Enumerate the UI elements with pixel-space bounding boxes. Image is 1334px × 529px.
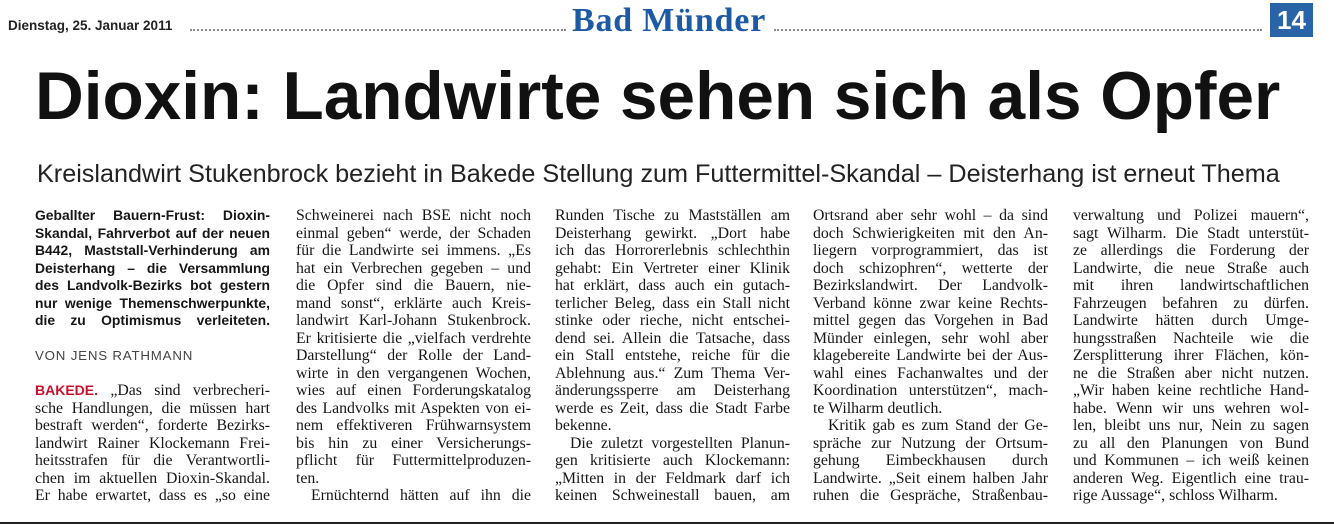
body-line: Deisterhang gewirkt. „Dort habe <box>555 224 790 242</box>
body-line: und Kommunen – ich weiß keinen <box>1073 452 1309 469</box>
body-line: ruhen die Gespräche, Straßenbau- <box>813 487 1048 504</box>
body-column-3 <box>555 207 790 505</box>
body-line-text: „Das sind verbrecheri- <box>110 382 271 399</box>
body-line: die Opfer sind die Bauern, nie- <box>296 277 531 294</box>
body-line: Er kritisierte die „vielfach verdrehte <box>296 329 531 347</box>
body-column-4 <box>813 207 1048 505</box>
body-line: landwirt Rainer Klockemann Frei- <box>35 434 270 452</box>
body-line: chen im aktuellen Dioxin-Skandal. <box>35 469 270 487</box>
body-line: bestraft werden“, forderte Bezirks- <box>35 417 270 434</box>
body-line: wahl eines Fachanwaltes und der <box>813 364 1048 382</box>
body-line: bekenne. <box>555 417 612 434</box>
body-line: Verband könne zwar keine Rechts- <box>813 294 1048 312</box>
body-column-1 <box>35 207 270 505</box>
body-line: Zersplitterung ihrer Flächen, kön- <box>1073 347 1309 364</box>
body-line: klagebereite Landwirte bei der Aus- <box>813 347 1048 364</box>
body-line: heitsstrafen für die Verantwortli- <box>35 452 270 469</box>
body-line: verwaltung und Polizei mauern“, <box>1073 207 1309 224</box>
body-line: gehabt: Ein Vertreter einer Klinik <box>555 259 790 277</box>
body-line: Koordination unterstützen“, mach- <box>813 382 1048 399</box>
body-line: Darstellung“ der Rolle der Land- <box>296 347 531 364</box>
body-line: ich das Horrorerlebnis schlechthin <box>555 242 790 259</box>
body-line: mittel gegen das Vorgehen in Bad <box>813 312 1048 329</box>
body-line: len, bleibt uns nur, Nein zu sagen <box>1073 417 1309 434</box>
body-line: Die zuletzt vorgestellten Planun- <box>570 434 790 452</box>
lead-line: des Landvolk-Bezirks bot gestern <box>35 277 270 293</box>
body-line: ten. <box>296 469 320 487</box>
body-line: wies auf einen Forderungskatalog <box>296 382 531 399</box>
body-line: bis hin zu einer Versicherungs- <box>296 434 531 452</box>
body-line: stinke oder rieche, nicht entschei- <box>555 312 790 329</box>
body-line: gehung Eimbeckhausen durch <box>813 452 1048 469</box>
body-line: Runden Tische zu Mastställen am <box>555 207 790 224</box>
body-line: spräche zur Nutzung der Ortsum- <box>813 434 1048 452</box>
dotted-leader <box>190 29 566 31</box>
body-line: Er habe erwartet, dass es „so eine <box>35 487 270 504</box>
lead-line: Geballter Bauern-Frust: Dioxin- <box>35 207 270 223</box>
body-line: Landwirte hätten durch Umge- <box>1073 312 1309 329</box>
body-line: sche Handlungen, die müssen hart <box>35 399 270 417</box>
body-line: dend sei. Allein die Tatsache, dass <box>555 329 790 347</box>
body-line: sagt Wilharm. Die Stadt unterstüt- <box>1073 224 1309 242</box>
body-line: ne die Straßen aber nicht nutzen. <box>1073 364 1309 382</box>
body-line: des Landvolks mit Aspekten von ei- <box>296 399 531 417</box>
body-line: Landwirte. „Seit einem halben Jahr <box>813 469 1048 487</box>
body-line: doch schizophren“, wetterte der <box>813 259 1048 277</box>
lead-line: Skandal, Fahrverbot auf der neuen <box>35 224 270 241</box>
body-line: „Mitten in der Feldmark darf ich <box>555 469 790 487</box>
body-line: Schweinerei nach BSE nicht noch <box>296 207 531 224</box>
body-line: habe. Wenn wir uns wehren wol- <box>1073 399 1309 417</box>
spacer <box>35 365 270 383</box>
body-line: wirte in den vergangenen Wochen, <box>296 364 531 382</box>
headline: Dioxin: Landwirte sehen sich als Opfer <box>35 59 1281 134</box>
section-title: Bad Münder <box>572 2 767 39</box>
body-line: anderen Weg. Eigentlich eine trau- <box>1073 469 1309 487</box>
body-line: doch Schwierigkeiten mit den An- <box>813 224 1048 242</box>
lead-line: B442, Maststall-Verhinderung am <box>35 242 270 258</box>
body-line: hungsstraßen Nachteile wie die <box>1073 329 1309 347</box>
dateline: BAKEDE. <box>35 382 99 398</box>
subheadline: Kreislandwirt Stukenbrock bezieht in Bakede Stellung zum Futtermittel-Skandal – Deisterhang ist erneut Thema <box>37 160 1280 188</box>
body-line: Ortsrand aber sehr wohl – da sind <box>813 207 1048 224</box>
body-line: te Wilharm deutlich. <box>813 399 943 417</box>
body-line: Landwirte, die neue Straße auch <box>1073 259 1309 277</box>
body-line: mand sonst“, erklärte auch Kreis- <box>296 294 531 312</box>
dotted-leader <box>774 29 1262 31</box>
lead-paragraph <box>35 207 270 330</box>
body-line: keinen Schweinestall bauen, am <box>555 487 790 504</box>
body-line: hat ein Verbrechen gegeben – und <box>296 259 531 277</box>
body-line: Ernüchternd hätten auf ihn die <box>311 487 531 504</box>
body-line: terlicher Beleg, dass ein Stall nicht <box>555 294 790 312</box>
body-column-2 <box>296 207 531 505</box>
body-line: Bezirkslandwirt. Der Landvolk- <box>813 277 1048 294</box>
body-line: landwirt Karl-Johann Stukenbrock. <box>296 312 531 329</box>
body-line: liegern vorprogrammiert, das ist <box>813 242 1048 259</box>
issue-date: Dienstag, 25. Januar 2011 <box>8 18 173 33</box>
body-line <box>35 382 270 400</box>
body-line: zu all den Planungen von Bund <box>1073 434 1309 452</box>
body-line: mit ihren landwirtschaftlichen <box>1073 277 1309 294</box>
body-column-5 <box>1073 207 1309 505</box>
lead-line: die zu Optimismus verleiteten. <box>35 312 270 328</box>
body-line: Kritik gab es zum Stand der Ge- <box>828 417 1048 434</box>
body-text <box>35 382 270 505</box>
body-line: Münder einlegen, sehr wohl aber <box>813 329 1048 347</box>
body-line: gen kritisierte auch Klockemann: <box>555 452 790 469</box>
bottom-rule <box>0 522 1334 524</box>
body-line: Ablehnung aus.“ Zum Thema Ver- <box>555 364 790 382</box>
body-line: Fahrzeugen befahren zu dürfen. <box>1073 294 1309 312</box>
body-line: für die Landwirte sei immens. „Es <box>296 242 531 259</box>
body-line: ein Stall entstehe, reiche für die <box>555 347 790 364</box>
byline: VON JENS RATHMANN <box>35 348 194 363</box>
body-line: ze allerdings die Forderung der <box>1073 242 1309 259</box>
lead-line: nur wenige Themenschwerpunkte, <box>35 294 270 311</box>
body-line: nem effektiveren Frühwarnsystem <box>296 417 531 434</box>
body-line: werde es Zeit, dass die Stadt Farbe <box>555 399 790 417</box>
body-line: „Wir haben keine rechtliche Hand- <box>1073 382 1309 399</box>
page-number-badge: 14 <box>1270 3 1313 37</box>
body-line: einmal geben“ werde, der Schaden <box>296 224 531 242</box>
lead-line: Deisterhang – die Versammlung <box>35 259 270 276</box>
body-line: pflicht für Futtermittelproduzen- <box>296 452 531 469</box>
body-line: hat erklärt, dass auch ein gutach- <box>555 277 790 294</box>
body-line: rige Aussage“, schloss Wilharm. <box>1073 487 1278 504</box>
body-line: änderungssperre am Deisterhang <box>555 382 790 399</box>
spacer <box>35 330 270 348</box>
